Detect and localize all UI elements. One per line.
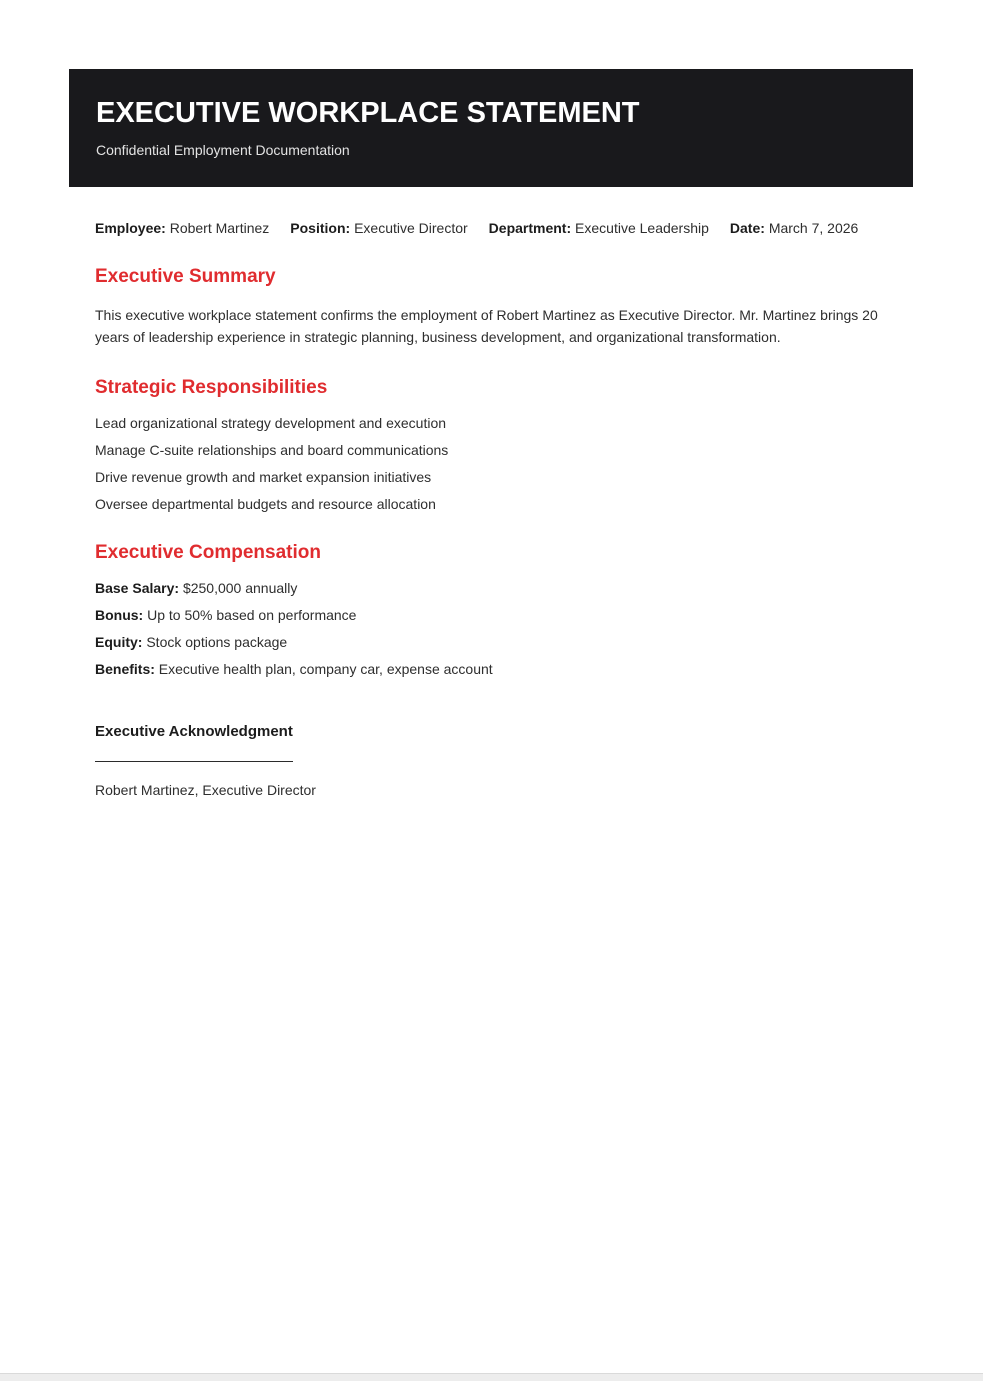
- document-body: [95, 220, 890, 799]
- meta-label-employee: Employee:: [95, 220, 166, 236]
- meta-value-employee: Robert Martinez: [169, 220, 270, 236]
- compensation-label-benefits: Benefits:: [95, 661, 155, 677]
- meta-field-position: [290, 220, 467, 237]
- responsibility-item: Oversee departmental budgets and resource allocation: [95, 496, 436, 512]
- compensation-label-base-salary: Base Salary:: [95, 580, 180, 596]
- section-strategic-responsibilities: [95, 376, 890, 513]
- signature-block: [95, 723, 890, 799]
- signature-name: Robert Martinez, Executive Director: [95, 782, 316, 798]
- compensation-row-benefits: [95, 660, 890, 678]
- section-heading-executive-compensation: Executive Compensation: [95, 542, 321, 563]
- document-title: EXECUTIVE WORKPLACE STATEMENT: [96, 97, 640, 129]
- meta-label-department: Department:: [488, 220, 572, 236]
- compensation-value-bonus: Up to 50% based on performance: [147, 607, 357, 623]
- compensation-list: [95, 579, 890, 678]
- compensation-value-equity: Stock options package: [146, 634, 288, 650]
- document-subtitle: Confidential Employment Documentation: [96, 142, 350, 158]
- meta-label-date: Date:: [729, 220, 765, 236]
- meta-value-department: Executive Leadership: [575, 220, 709, 236]
- section-executive-summary: [95, 265, 890, 348]
- document-page: [0, 69, 983, 799]
- compensation-value-benefits: Executive health plan, company car, expense account: [158, 661, 493, 677]
- compensation-row-equity: [95, 633, 890, 651]
- section-heading-executive-summary: Executive Summary: [95, 266, 276, 287]
- meta-field-date: [730, 220, 858, 237]
- signature-heading: Executive Acknowledgment: [95, 723, 293, 740]
- compensation-row-bonus: [95, 606, 890, 624]
- meta-field-employee: [95, 220, 269, 237]
- section-executive-compensation: [95, 541, 890, 678]
- employee-meta-row: [95, 220, 890, 237]
- meta-label-position: Position:: [290, 220, 351, 236]
- responsibility-item: Manage C-suite relationships and board communications: [95, 442, 449, 458]
- responsibility-item: Lead organizational strategy development and execution: [95, 415, 447, 431]
- signature-line: [95, 761, 293, 762]
- meta-value-date: March 7, 2026: [768, 220, 859, 236]
- compensation-row-base-salary: [95, 579, 890, 597]
- compensation-label-equity: Equity:: [95, 634, 143, 650]
- section-heading-strategic-responsibilities: Strategic Responsibilities: [95, 377, 328, 398]
- window-bottom-edge: [0, 1373, 983, 1381]
- meta-value-position: Executive Director: [354, 220, 468, 236]
- responsibilities-list: [95, 414, 890, 513]
- executive-summary-paragraph: This executive workplace statement confirms the employment of Robert Martinez as Executive Director. Mr. Martinez brings 20 years of leadership experience in strategic planning, business development, and organizational transformation.: [95, 307, 878, 345]
- responsibility-item: Drive revenue growth and market expansion initiatives: [95, 469, 432, 485]
- compensation-label-bonus: Bonus:: [95, 607, 144, 623]
- document-header: [69, 69, 913, 187]
- meta-field-department: [489, 220, 709, 237]
- compensation-value-base-salary: $250,000 annually: [182, 580, 298, 596]
